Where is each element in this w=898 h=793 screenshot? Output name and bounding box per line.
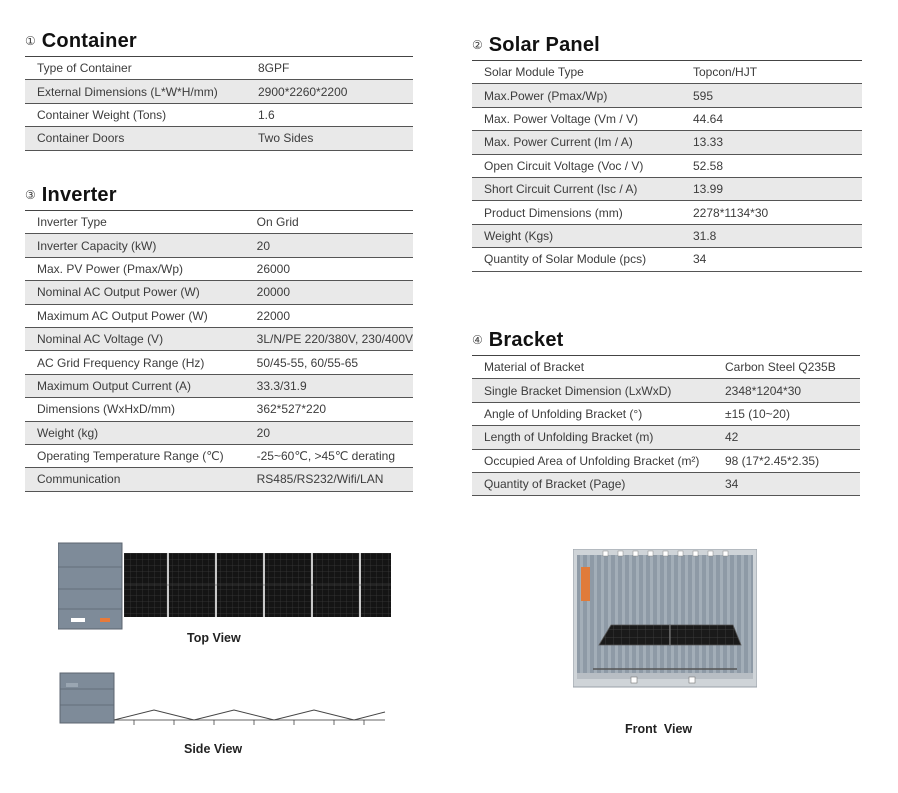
spec-row [472, 402, 860, 425]
spec-value: Topcon/HJT [681, 61, 862, 84]
spec-row [472, 248, 862, 271]
spec-label: Weight (Kgs) [472, 224, 681, 247]
spec-row [472, 356, 860, 379]
spec-value: 44.64 [681, 107, 862, 130]
spec-value: 8GPF [246, 57, 413, 80]
spec-value: 3L/N/PE 220/380V, 230/400V [245, 327, 413, 350]
spec-row [25, 327, 413, 350]
spec-label: Type of Container [25, 57, 246, 80]
spec-value: 2278*1134*30 [681, 201, 862, 224]
spec-label: Operating Temperature Range (℃) [25, 444, 245, 467]
container-top-body [58, 543, 122, 629]
spec-label: Max. Power Current (Im / A) [472, 131, 681, 154]
spec-value: 26000 [245, 257, 413, 280]
container-number: ① [25, 34, 36, 48]
spec-value: 20 [245, 421, 413, 444]
spec-row [472, 131, 862, 154]
container-spec-table [25, 56, 413, 151]
spec-row [472, 472, 860, 495]
spec-value: Carbon Steel Q235B [713, 356, 860, 379]
spec-value: 31.8 [681, 224, 862, 247]
spec-label: Length of Unfolding Bracket (m) [472, 426, 713, 449]
spec-label: Material of Bracket [472, 356, 713, 379]
spec-row [472, 201, 862, 224]
spec-label: Quantity of Solar Module (pcs) [472, 248, 681, 271]
spec-value: 20000 [245, 281, 413, 304]
spec-label: Nominal AC Output Power (W) [25, 281, 245, 304]
spec-row [25, 374, 413, 397]
solar-panel-section [472, 33, 862, 272]
spec-row [472, 379, 860, 402]
bracket-title: Bracket [488, 328, 564, 351]
spec-value: Two Sides [246, 127, 413, 150]
bracket-section [472, 328, 860, 496]
spec-row [25, 103, 413, 126]
spec-value: 13.99 [681, 177, 862, 200]
top-view-caption: Top View [187, 631, 241, 645]
inverter-spec-table [25, 210, 413, 492]
spec-label: Nominal AC Voltage (V) [25, 327, 245, 350]
spec-label: Max.Power (Pmax/Wp) [472, 84, 681, 107]
side-brackets-zigzag [114, 710, 385, 720]
spec-label: External Dimensions (L*W*H/mm) [25, 80, 246, 103]
spec-row [472, 61, 862, 84]
spec-label: Inverter Type [25, 211, 245, 234]
spec-row [25, 127, 413, 150]
spec-value: 20 [245, 234, 413, 257]
bracket-number: ④ [472, 333, 483, 347]
spec-row [25, 468, 413, 491]
spec-label: Inverter Capacity (kW) [25, 234, 245, 257]
spec-value: 13.33 [681, 131, 862, 154]
spec-label: Angle of Unfolding Bracket (°) [472, 402, 713, 425]
spec-label: Weight (kg) [25, 421, 245, 444]
spec-label: Maximum AC Output Power (W) [25, 304, 245, 327]
container-section [25, 29, 413, 151]
container-title: Container [41, 29, 137, 52]
spec-value: On Grid [245, 211, 413, 234]
bracket-spec-table [472, 355, 860, 496]
spec-row [25, 421, 413, 444]
spec-label: Communication [25, 468, 245, 491]
spec-label: Occupied Area of Unfolding Bracket (m²) [472, 449, 713, 472]
spec-row [25, 351, 413, 374]
spec-row [25, 304, 413, 327]
spec-label: Max. PV Power (Pmax/Wp) [25, 257, 245, 280]
solar-panel-heading [472, 33, 862, 57]
spec-label: Short Circuit Current (Isc / A) [472, 177, 681, 200]
inverter-heading [25, 183, 413, 207]
spec-label: AC Grid Frequency Range (Hz) [25, 351, 245, 374]
solar-panel-title: Solar Panel [488, 33, 600, 56]
front-view-illustration [573, 549, 757, 689]
spec-value: 2348*1204*30 [713, 379, 860, 402]
spec-value: -25~60℃, >45℃ derating [245, 444, 413, 467]
spec-value: RS485/RS232/Wifi/LAN [245, 468, 413, 491]
inverter-title: Inverter [41, 183, 117, 206]
inverter-section [25, 183, 413, 492]
spec-row [25, 257, 413, 280]
spec-label: Container Doors [25, 127, 246, 150]
bracket-heading [472, 328, 860, 352]
spec-value: 1.6 [246, 103, 413, 126]
side-view-illustration [58, 671, 388, 727]
spec-label: Single Bracket Dimension (LxWxD) [472, 379, 713, 402]
spec-row [472, 84, 862, 107]
spec-row [25, 234, 413, 257]
spec-row [25, 444, 413, 467]
spec-row [472, 426, 860, 449]
spec-value: ±15 (10~20) [713, 402, 860, 425]
container-interior [577, 555, 753, 679]
spec-row [472, 154, 862, 177]
spec-value: 595 [681, 84, 862, 107]
spec-label: Quantity of Bracket (Page) [472, 472, 713, 495]
spec-value: 22000 [245, 304, 413, 327]
spec-row [25, 80, 413, 103]
spec-label: Max. Power Voltage (Vm / V) [472, 107, 681, 130]
spec-value: 2900*2260*2200 [246, 80, 413, 103]
solar-panel-spec-table [472, 60, 862, 272]
spec-row [472, 177, 862, 200]
spec-row [472, 449, 860, 472]
spec-value: 34 [713, 472, 860, 495]
spec-label: Solar Module Type [472, 61, 681, 84]
spec-label: Container Weight (Tons) [25, 103, 246, 126]
inverter-number: ③ [25, 188, 36, 202]
spec-value: 34 [681, 248, 862, 271]
spec-value: 50/45-55, 60/55-65 [245, 351, 413, 374]
spec-value: 33.3/31.9 [245, 374, 413, 397]
spec-row [25, 398, 413, 421]
spec-row [472, 224, 862, 247]
spec-value: 52.58 [681, 154, 862, 177]
side-view-caption: Side View [184, 742, 243, 756]
spec-value: 42 [713, 426, 860, 449]
spec-row [25, 281, 413, 304]
front-view-caption: Front View [625, 722, 693, 736]
spec-label: Maximum Output Current (A) [25, 374, 245, 397]
spec-row [25, 211, 413, 234]
solar-panel-number: ② [472, 38, 483, 52]
spec-value: 98 (17*2.45*2.35) [713, 449, 860, 472]
container-heading [25, 29, 413, 53]
top-view-illustration [58, 541, 392, 631]
spec-label: Open Circuit Voltage (Voc / V) [472, 154, 681, 177]
spec-label: Dimensions (WxHxD/mm) [25, 398, 245, 421]
spec-value: 362*527*220 [245, 398, 413, 421]
spec-label: Product Dimensions (mm) [472, 201, 681, 224]
spec-row [25, 57, 413, 80]
container-side-body [60, 673, 114, 723]
spec-row [472, 107, 862, 130]
